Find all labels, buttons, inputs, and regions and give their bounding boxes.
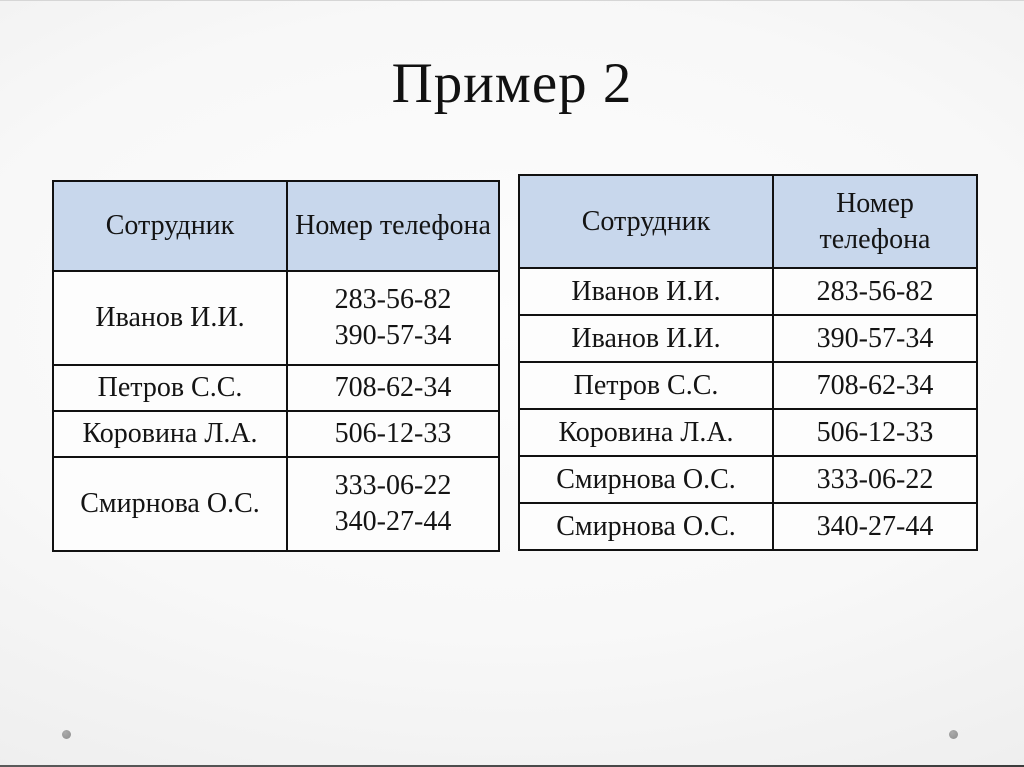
phone-cell: 283-56-82 [773, 268, 977, 315]
employee-cell: Петров С.С. [53, 365, 287, 411]
table-row [519, 409, 977, 456]
phone-cell [287, 457, 499, 551]
table-unnormalized [52, 180, 500, 552]
table-row [519, 315, 977, 362]
employee-cell: Смирнова О.С. [53, 457, 287, 551]
table-row [519, 456, 977, 503]
table-normalized [518, 174, 978, 551]
table-row [53, 365, 499, 411]
table-row [519, 362, 977, 409]
decorative-dot-left [62, 730, 71, 739]
phone-cell: 506-12-33 [287, 411, 499, 457]
employee-cell: Иванов И.И. [519, 268, 773, 315]
decorative-dot-right [949, 730, 958, 739]
employee-cell: Коровина Л.А. [519, 409, 773, 456]
header-cell-phone: Номер телефона [773, 175, 977, 268]
employee-cell: Смирнова О.С. [519, 503, 773, 550]
phone-cell: 708-62-34 [773, 362, 977, 409]
phone-line: 390-57-34 [334, 320, 452, 351]
header-cell-phone: Номер телефона [287, 181, 499, 271]
phone-cell: 506-12-33 [773, 409, 977, 456]
slide-title: Пример 2 [391, 52, 633, 115]
employee-cell: Иванов И.И. [53, 271, 287, 365]
table-header-row [53, 181, 499, 271]
phone-cell: 333-06-22 [773, 456, 977, 503]
header-cell-employee: Сотрудник [53, 181, 287, 271]
table-row [53, 271, 499, 365]
employee-cell: Коровина Л.А. [53, 411, 287, 457]
phone-line: 283-56-82 [334, 284, 452, 316]
employee-cell: Иванов И.И. [519, 315, 773, 362]
phone-line: 340-27-44 [334, 506, 452, 537]
header-cell-employee: Сотрудник [519, 175, 773, 268]
table-row [519, 503, 977, 550]
phone-cell [287, 271, 499, 365]
employee-cell: Петров С.С. [519, 362, 773, 409]
table-row [53, 457, 499, 551]
employee-cell: Смирнова О.С. [519, 456, 773, 503]
table-row [53, 411, 499, 457]
phone-cell: 340-27-44 [773, 503, 977, 550]
table-row [519, 268, 977, 315]
phone-cell: 390-57-34 [773, 315, 977, 362]
table-header-row [519, 175, 977, 268]
phone-line: 333-06-22 [334, 470, 452, 502]
phone-cell: 708-62-34 [287, 365, 499, 411]
